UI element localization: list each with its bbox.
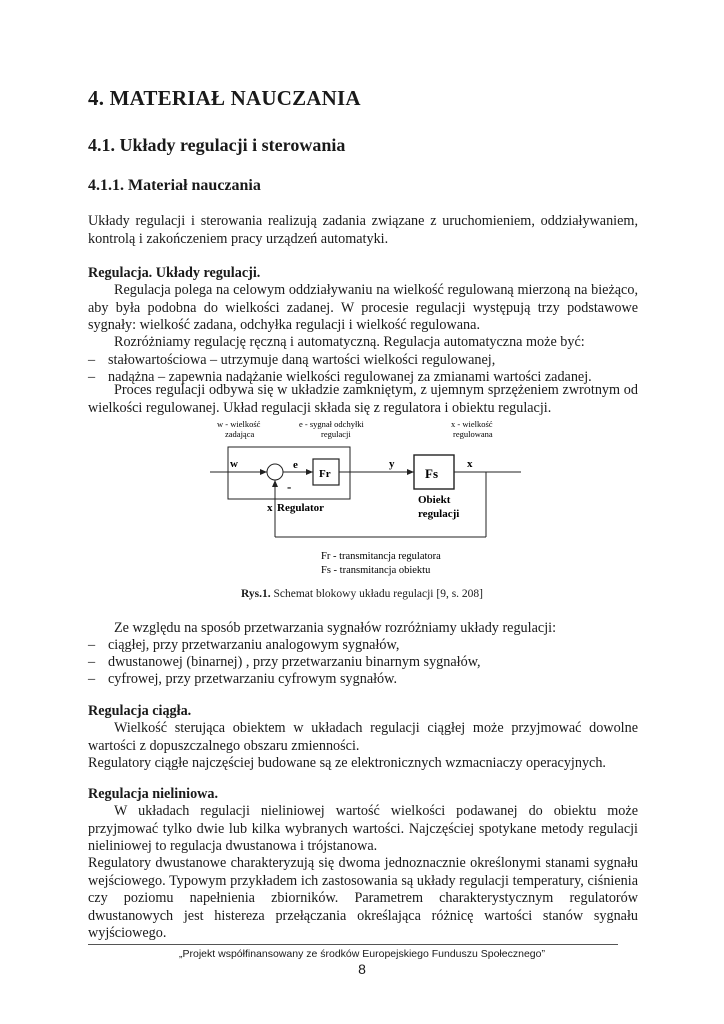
- object-label-line1: Obiekt: [418, 494, 451, 506]
- list-dash: –: [88, 637, 96, 653]
- legend-fs: Fs - transmitancja obiektu: [321, 565, 431, 576]
- page-number: 8: [358, 961, 366, 977]
- list-dash: –: [88, 671, 96, 687]
- signal-w: w: [230, 458, 238, 470]
- figure-caption: [0, 588, 724, 600]
- label-e-line1: e - sygnał odchyłki: [299, 419, 364, 429]
- continuous-heading: Regulacja ciągła.: [88, 703, 192, 719]
- list-item-text: nadążna – zapewnia nadążanie wielkości regulowanej za zmianami wartości zadanej.: [108, 369, 592, 385]
- list-dash: –: [88, 654, 96, 670]
- list-item-text: ciągłej, przy przetwarzaniu analogowym sygnałów,: [108, 637, 400, 653]
- regulacja-paragraph-3: Proces regulacji odbywa się w układzie zamkniętym, z ujemnym sprzężeniem zwrotnym od wielkości regulowanej. Układ regulacji składa się z regulatora i obiektu regulacji.: [88, 382, 638, 416]
- continuous-paragraph-1: Wielkość sterująca obiektem w układach regulacji ciągłej może przyjmować dowolne wartości z dopuszczalnego obszaru zmienności.: [88, 720, 638, 754]
- arrow-head: [260, 469, 267, 475]
- list-dash: –: [88, 369, 96, 385]
- list-item: [88, 352, 638, 370]
- label-w-line1: w - wielkość: [217, 419, 261, 429]
- summing-junction: [267, 464, 283, 480]
- object-label-line2: regulacji: [418, 508, 460, 520]
- nonlinear-paragraph-1: W układach regulacji nieliniowej wartość wielkości podawanej do obiektu może przyjmować tylko dwie lub kilka wybranych wartości. Najczęściej spotykane metody regulacji nieliniowej to regulacja dwustanowa i trójstanowa.: [88, 803, 638, 854]
- signal-y: y: [389, 458, 395, 470]
- regulacja-heading: Regulacja. Układy regulacji.: [88, 265, 261, 281]
- regulator-label: Regulator: [277, 502, 325, 514]
- nonlinear-paragraph-2: Regulatory dwustanowe charakteryzują się dwoma jednoznacznie określonymi stanami sygnału wejściowego. Typowym przykładem ich zastosowania są układy regulacji temperatury, ciśnienia czy poziomu napełnienia zbiorników. Parametrem charakterystycznym regulatorów dwustanowych jest histereza przełączania określająca różnicę wartości stanów sygnału wyjściowego.: [88, 855, 638, 941]
- classification-paragraph: Ze względu na sposób przetwarzania sygnałów rozróżniamy układy regulacji:: [114, 620, 557, 636]
- list-item: [88, 637, 638, 655]
- subsection-title: 4.1.1. Materiał nauczania: [88, 177, 261, 194]
- list-item: [88, 654, 638, 672]
- block-diagram: [203, 417, 523, 587]
- label-e-line2: regulacji: [321, 429, 351, 439]
- arrow-head: [272, 480, 278, 487]
- fr-label: Fr: [319, 468, 331, 480]
- list-dash: –: [88, 352, 96, 368]
- continuous-paragraph-2: Regulatory ciągłe najczęściej budowane są ze elektronicznych wzmacniaczy operacyjnych.: [88, 755, 606, 771]
- arrow-head: [407, 469, 414, 475]
- list-item-text: cyfrowej, przy przetwarzaniu cyfrowym sygnałów.: [108, 671, 398, 687]
- list-item-text: stałowartościowa – utrzymuje daną wartości wielkości regulowanej,: [108, 352, 496, 368]
- label-w-line2: zadająca: [225, 429, 255, 439]
- intro-paragraph: Układy regulacji i sterowania realizują zadania związane z uruchomieniem, oddziaływaniem, kontrolą i zakończeniem pracy urządzeń automatyki.: [88, 213, 638, 247]
- regulacja-paragraph-2: Rozróżniamy regulację ręczną i automatyczną. Regulacja automatyczna może być:: [114, 334, 585, 350]
- caption-text: Schemat blokowy układu regulacji [9, s. 208]: [270, 588, 484, 600]
- signal-e: e: [293, 459, 298, 471]
- regulacja-paragraph-1: Regulacja polega na celowym oddziaływaniu na wielkość regulowaną mierzoną na bieżąco, aby była podobna do wielkości zadanej. W procesie regulacji występują trzy podstawowe sygnały: wielkość zadana, odchyłka regulacji i wielkość regulowana.: [88, 282, 638, 333]
- signal-x-out: x: [467, 458, 473, 470]
- label-x-line2: regulowana: [453, 429, 493, 439]
- footer-divider: [88, 944, 618, 945]
- signal-x-feedback: x: [267, 502, 273, 514]
- arrow-head: [306, 469, 313, 475]
- section-title: 4.1. Układy regulacji i sterowania: [88, 135, 346, 155]
- caption-label: Rys.1.: [240, 588, 271, 600]
- minus-sign: -: [287, 479, 292, 494]
- fs-label: Fs: [425, 466, 438, 481]
- list-item: [88, 671, 638, 689]
- footer-text: „Projekt współfinansowany ze środków Europejskiego Funduszu Społecznego”: [179, 948, 545, 960]
- list-item-text: dwustanowej (binarnej) , przy przetwarzaniu binarnym sygnałów,: [108, 654, 481, 670]
- nonlinear-heading: Regulacja nieliniowa.: [88, 786, 219, 802]
- label-x-line1: x - wielkość: [451, 419, 493, 429]
- legend-fr: Fr - transmitancja regulatora: [321, 551, 441, 562]
- chapter-title: 4. MATERIAŁ NAUCZANIA: [88, 86, 361, 110]
